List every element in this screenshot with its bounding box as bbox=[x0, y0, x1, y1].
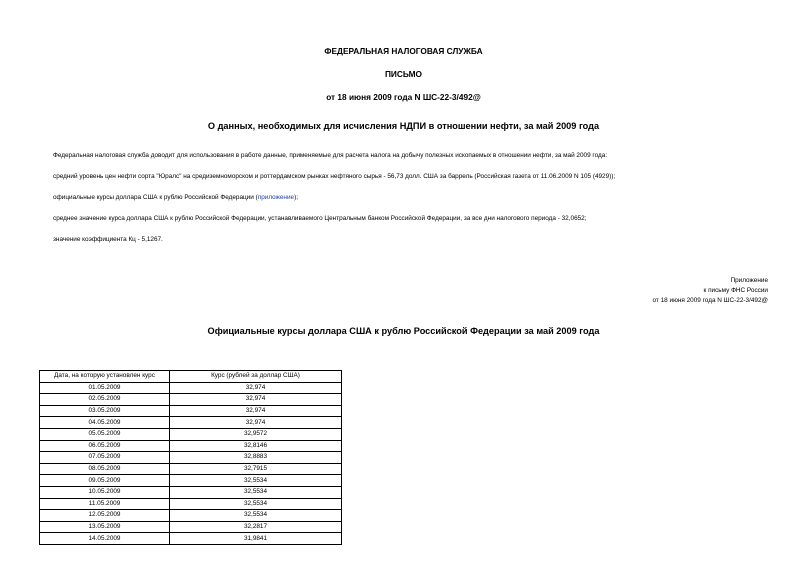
rate-cell: 32,2817 bbox=[170, 521, 342, 533]
rate-cell: 32,974 bbox=[170, 382, 342, 394]
date-cell: 08.05.2009 bbox=[40, 463, 170, 475]
date-cell: 09.05.2009 bbox=[40, 475, 170, 487]
date-cell: 04.05.2009 bbox=[40, 417, 170, 429]
rate-cell: 32,9572 bbox=[170, 428, 342, 440]
organization-heading: ФЕДЕРАЛЬНАЯ НАЛОГОВАЯ СЛУЖБА bbox=[324, 46, 483, 56]
column-header-date: Дата, на которую установлен курс bbox=[40, 371, 170, 383]
rate-cell: 32,974 bbox=[170, 394, 342, 406]
rate-cell: 32,974 bbox=[170, 417, 342, 429]
rate-cell: 32,7915 bbox=[170, 463, 342, 475]
body-paragraph-exchange-rates bbox=[53, 194, 298, 201]
date-cell: 02.05.2009 bbox=[40, 394, 170, 406]
table-row bbox=[40, 405, 342, 417]
appendix-letter-ref: к письму ФНС России bbox=[703, 287, 768, 294]
appendix-link[interactable]: приложение bbox=[257, 194, 295, 201]
rate-cell: 32,5534 bbox=[170, 498, 342, 510]
table-row bbox=[40, 510, 342, 522]
body-paragraph-coefficient: значение коэффициента Кц - 5,1267. bbox=[53, 236, 163, 243]
table-header-row bbox=[40, 371, 342, 383]
date-cell: 12.05.2009 bbox=[40, 510, 170, 522]
column-header-rate: Курс (рублей за доллар США) bbox=[170, 371, 342, 383]
table-row bbox=[40, 486, 342, 498]
body-paragraph-intro: Федеральная налоговая служба доводит для использования в работе данные, применяемые для расчета налога на добычу полезных ископаемых в отношении нефти, за май 2009 года: bbox=[53, 152, 608, 159]
date-cell: 10.05.2009 bbox=[40, 486, 170, 498]
rate-cell: 31,9841 bbox=[170, 533, 342, 545]
table-row bbox=[40, 521, 342, 533]
table-row bbox=[40, 394, 342, 406]
date-cell: 06.05.2009 bbox=[40, 440, 170, 452]
table-row bbox=[40, 452, 342, 464]
rate-cell: 32,8146 bbox=[170, 440, 342, 452]
table-row bbox=[40, 440, 342, 452]
body-paragraph-oil-price: средний уровень цен нефти сорта "Юралс" на средиземноморском и роттердамском рынках нефтяного сырья - 56,73 долл. США за баррель (Российская газета от 11.06.2009 N 105 (4929)); bbox=[53, 173, 616, 180]
body-paragraph-average-rate: среднее значение курса доллара США к рублю Российской Федерации, устанавливаемого Центральным банком Российской Федерации, за все дни налогового периода - 32,0652; bbox=[53, 215, 587, 222]
rate-cell: 32,5534 bbox=[170, 486, 342, 498]
table-row bbox=[40, 463, 342, 475]
table-row bbox=[40, 417, 342, 429]
table-row bbox=[40, 498, 342, 510]
date-cell: 05.05.2009 bbox=[40, 428, 170, 440]
table-row bbox=[40, 475, 342, 487]
date-cell: 11.05.2009 bbox=[40, 498, 170, 510]
appendix-label: Приложение bbox=[730, 277, 768, 284]
exchange-rates-table bbox=[39, 370, 342, 545]
document-type-heading: ПИСЬМО bbox=[384, 69, 423, 79]
rate-cell: 32,5534 bbox=[170, 475, 342, 487]
table-body bbox=[40, 382, 342, 544]
date-cell: 03.05.2009 bbox=[40, 405, 170, 417]
document-subject: О данных, необходимых для исчисления НДПИ в отношении нефти, за май 2009 года bbox=[207, 121, 600, 131]
table-row bbox=[40, 382, 342, 394]
rate-cell: 32,974 bbox=[170, 405, 342, 417]
table-row bbox=[40, 533, 342, 545]
exchange-rates-suffix: ); bbox=[294, 194, 298, 201]
table-title: Официальные курсы доллара США к рублю Российской Федерации за май 2009 года bbox=[207, 326, 600, 336]
rate-cell: 32,8883 bbox=[170, 452, 342, 464]
date-cell: 14.05.2009 bbox=[40, 533, 170, 545]
exchange-rates-text: официальные курсы доллара США к рублю Российской Федерации ( bbox=[53, 194, 258, 201]
document-reference: от 18 июня 2009 года N ШС-22-3/492@ bbox=[326, 92, 481, 102]
date-cell: 07.05.2009 bbox=[40, 452, 170, 464]
appendix-date-ref: от 18 июня 2009 года N ШС-22-3/492@ bbox=[652, 297, 768, 304]
date-cell: 01.05.2009 bbox=[40, 382, 170, 394]
table-row bbox=[40, 428, 342, 440]
date-cell: 13.05.2009 bbox=[40, 521, 170, 533]
rate-cell: 32,5534 bbox=[170, 510, 342, 522]
